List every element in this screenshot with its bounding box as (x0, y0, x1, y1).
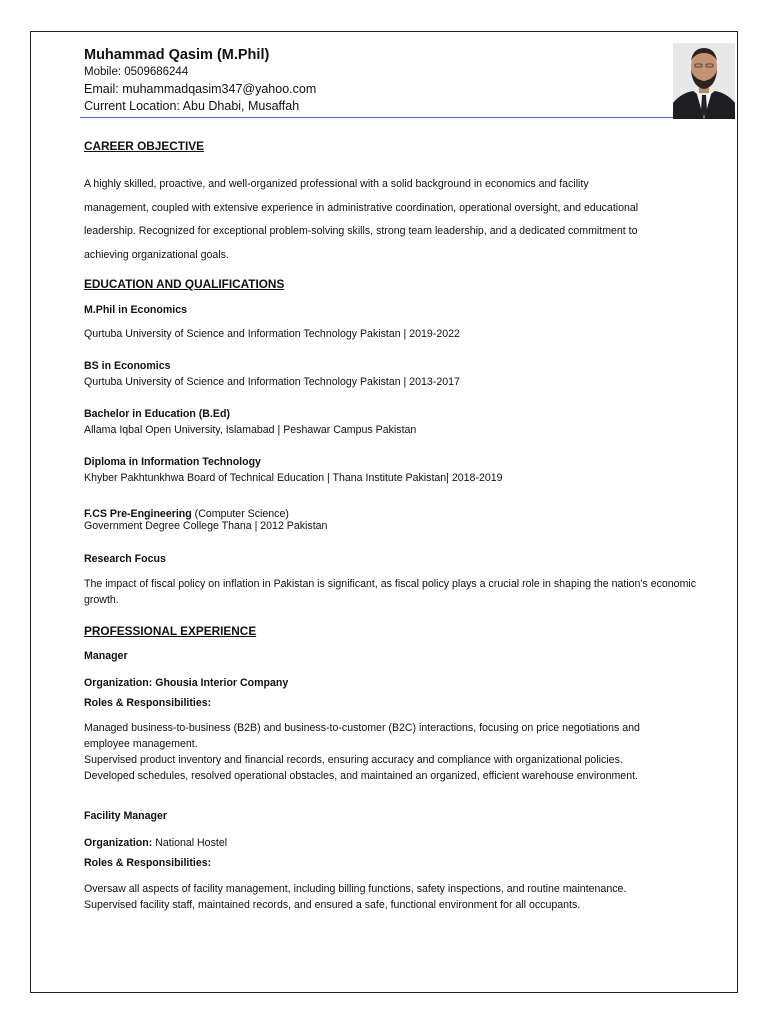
profile-photo (673, 43, 735, 119)
responsibility-line: employee management. (84, 738, 198, 750)
organization-name: Ghousia Interior Company (152, 677, 289, 689)
job-responsibilities (84, 881, 704, 913)
job-responsibilities (84, 720, 704, 784)
education-title: M.Phil in Economics (84, 304, 188, 316)
research-focus-text: The impact of fiscal policy on inflation in Pakistan is significant, as fiscal policy plays a crucial role in shaping the nation's economic growth. (84, 578, 697, 606)
email-address: Email: muhammadqasim347@yahoo.com (84, 82, 317, 96)
job-title: Manager (84, 650, 128, 662)
career-objective-text (84, 173, 704, 267)
organization-label: Organization: (84, 837, 153, 849)
header-divider (80, 117, 674, 118)
objective-line: leadership. Recognized for exceptional problem-solving skills, strong team leadership, and a dedicated commitment to (84, 225, 638, 238)
objective-line: management, coupled with extensive experience in administrative coordination, operational oversight, and educational (84, 201, 639, 214)
research-focus-title: Research Focus (84, 553, 166, 565)
responsibility-line: Supervised product inventory and financial records, ensuring accuracy and compliance with organizational policies. (84, 754, 623, 766)
education-title: BS in Economics (84, 360, 171, 372)
education-heading: EDUCATION AND QUALIFICATIONS (84, 277, 285, 291)
responsibility-line: Managed business-to-business (B2B) and business-to-customer (B2C) interactions, focusing on price negotiations and (84, 722, 640, 734)
education-title: F.CS Pre-Engineering (84, 508, 192, 520)
organization-label: Organization: (84, 677, 153, 689)
job-organization (84, 833, 227, 851)
objective-line: A highly skilled, proactive, and well-organized professional with a solid background in economics and facility (84, 178, 589, 190)
education-title: Diploma in Information Technology (84, 456, 261, 468)
education-detail: Qurtuba University of Science and Information Technology Pakistan | 2013-2017 (84, 376, 460, 388)
education-title-suffix: (Computer Science) (191, 508, 289, 520)
education-detail: Qurtuba University of Science and Information Technology Pakistan | 2019-2022 (84, 328, 460, 340)
experience-heading: PROFESSIONAL EXPERIENCE (84, 624, 257, 638)
mobile-number: Mobile: 0509686244 (84, 66, 189, 78)
responsibility-line: Oversaw all aspects of facility management, including billing functions, safety inspections, and routine maintenance. (84, 883, 627, 895)
roles-label: Roles & Responsibilities: (84, 697, 212, 709)
job-organization (84, 673, 288, 691)
responsibility-line: Supervised facility staff, maintained records, and ensured a safe, functional environment for all occupants. (84, 899, 581, 911)
objective-line: achieving organizational goals. (84, 248, 229, 261)
candidate-name: Muhammad Qasim (M.Phil) (84, 47, 270, 63)
education-title: Bachelor in Education (B.Ed) (84, 408, 230, 420)
education-detail: Government Degree College Thana | 2012 Pakistan (84, 520, 328, 532)
organization-name: National Hostel (152, 837, 228, 849)
career-objective-heading: CAREER OBJECTIVE (84, 139, 204, 153)
education-detail: Khyber Pakhtunkhwa Board of Technical Education | Thana Institute Pakistan| 2018-2019 (84, 472, 503, 484)
education-detail: Allama Iqbal Open University, Islamabad | Peshawar Campus Pakistan (84, 424, 417, 436)
current-location: Current Location: Abu Dhabi, Musaffah (84, 99, 300, 113)
responsibility-line: Developed schedules, resolved operational obstacles, and maintained an organized, efficient warehouse environment. (84, 770, 638, 782)
job-title: Facility Manager (84, 810, 168, 822)
roles-label: Roles & Responsibilities: (84, 857, 212, 869)
